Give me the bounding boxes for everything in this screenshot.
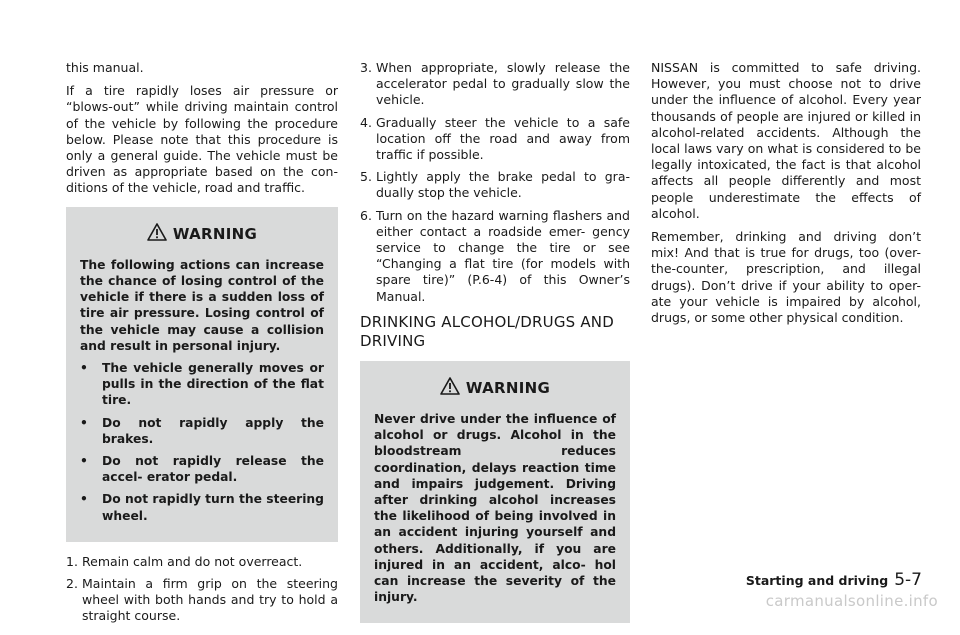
list-item: • Do not rapidly turn the steering wheel. bbox=[80, 492, 324, 523]
body-paragraph: Remember, drinking and driving don’t mix! And that is true for drugs, too (over- the-counter, prescription, and illegal drugs). Don’t drive if your ability to oper- ate your vehicle is impaired by alcohol, drugs, or some other physical condition. bbox=[651, 229, 921, 326]
warning-body bbox=[374, 411, 616, 605]
footer-section-title: Starting and driving bbox=[745, 573, 889, 588]
watermark: carmanualsonline.info bbox=[765, 592, 938, 610]
list-item bbox=[66, 554, 338, 570]
step-text: When appropriate, slowly release the accelerator pedal to gradually slow the vehicle. bbox=[376, 60, 630, 108]
bullet-text: The vehicle generally moves or pulls in the direction of the flat tire. bbox=[102, 361, 324, 408]
column-1 bbox=[66, 60, 338, 631]
warning-text: Never drive under the influence of alcohol or drugs. Alcohol in the bloodstream reduces coordination, delays reaction time and impairs judgement. Driving after drinking alcohol increases the likelihood of being involved in an accident injuring yourself and others. Additionally, if you are injured in an accident, alco- hol can increase the severity of the injury. bbox=[374, 412, 616, 605]
warning-header bbox=[80, 223, 324, 245]
warning-title: WARNING bbox=[172, 224, 258, 243]
section-heading: DRINKING ALCOHOL/DRUGS AND DRIVING bbox=[360, 312, 614, 350]
procedure-steps-2 bbox=[360, 60, 630, 305]
intro-paragraph: If a tire rapidly loses air pressure or “blows-out” while driving maintain control of the vehicle by following the procedure below. Please note that this procedure is only a general guide. The vehicle must be driven as appropriate based on the con- ditions of the vehicle, road and traffic. bbox=[66, 83, 338, 196]
step-number: 5. bbox=[360, 169, 372, 185]
list-item bbox=[66, 576, 338, 625]
list-item bbox=[360, 169, 630, 201]
warning-text: The following actions can increase the chance of losing control of the vehicle if there is a sudden loss of tire air pressure. Losing control of the vehicle may cause a collision and result in personal injury. bbox=[80, 257, 324, 353]
procedure-steps-1 bbox=[66, 554, 338, 625]
warning-box-alcohol bbox=[360, 361, 630, 624]
step-number: 2. bbox=[66, 576, 78, 592]
step-text: Remain calm and do not overreact. bbox=[82, 553, 303, 569]
page-number: 5-7 bbox=[894, 570, 922, 590]
list-item: • Do not rapidly release the accel- erator pedal. bbox=[80, 454, 324, 485]
step-text: Lightly apply the brake pedal to gra- dually stop the vehicle. bbox=[376, 169, 630, 201]
bullet-text: Do not rapidly release the accel- erator pedal. bbox=[102, 454, 324, 485]
warning-triangle-icon bbox=[147, 223, 167, 245]
step-number: 3. bbox=[360, 60, 372, 75]
warning-body bbox=[80, 257, 324, 524]
step-text: Turn on the hazard warning flashers and either contact a roadside emer- gency service to change the tire or see “Changing a flat tire (for models with spare tire)” (P.6-4) of this Owner’s Manual. bbox=[376, 207, 630, 304]
column-3 bbox=[651, 60, 921, 333]
list-item bbox=[360, 60, 630, 109]
body-paragraph: NISSAN is committed to safe driving. However, you must choose not to drive under the influence of alcohol. Every year thousands of people are injured or killed in alcohol-related accidents. Although the local laws vary on what is considered to be legally intoxicated, the fact is that alcohol affects all people differently and most people underestimate the effects of alcohol. bbox=[651, 60, 921, 221]
page-footer bbox=[746, 570, 922, 590]
bullet-text: Do not rapidly turn the steering wheel. bbox=[102, 492, 324, 523]
bullet-text: Do not rapidly apply the brakes. bbox=[102, 415, 324, 446]
step-text: Maintain a firm grip on the steering wheel with both hands and try to hold a straight course. bbox=[82, 576, 338, 624]
warning-title: WARNING bbox=[465, 378, 551, 397]
column-2 bbox=[360, 60, 630, 635]
warning-bullet-list bbox=[80, 360, 324, 524]
step-number: 4. bbox=[360, 114, 372, 130]
step-text: Gradually steer the vehicle to a safe location off the road and away from traffic if possible. bbox=[376, 114, 630, 163]
step-number: 1. bbox=[66, 553, 78, 569]
warning-box-tire bbox=[66, 207, 338, 542]
warning-header bbox=[374, 377, 616, 399]
step-number: 6. bbox=[360, 207, 372, 223]
list-item: • The vehicle generally moves or pulls in the direction of the flat tire. bbox=[80, 361, 324, 408]
list-item bbox=[360, 208, 630, 305]
warning-triangle-icon bbox=[440, 377, 460, 399]
list-item bbox=[360, 115, 630, 164]
list-item: • Do not rapidly apply the brakes. bbox=[80, 415, 324, 446]
intro-continuation: this manual. bbox=[66, 60, 144, 75]
